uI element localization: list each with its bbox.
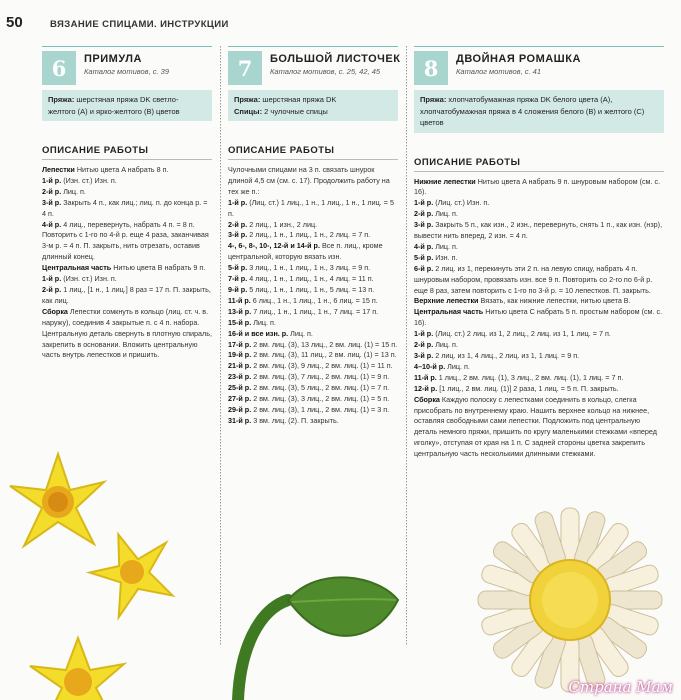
row-text: 2 вм. лиц. (3), 11 лиц., 2 вм. лиц. (1) = 13 п. — [251, 350, 397, 360]
row-text: 2 вм. лиц. (3), 5 лиц., 2 вм. лиц. (1) = 7 п. — [251, 383, 390, 393]
instruction-line — [228, 198, 398, 220]
row-text: 2 вм. лиц. (3), 13 лиц., 2 вм. лиц. (1) = 15 п. — [251, 339, 398, 349]
row-label: 21-й р. — [228, 361, 252, 371]
row-text: 2 вм. лиц. (3), 1 лиц., 2 вм. лиц. (1) = 3 п. — [251, 404, 390, 414]
motif-title: ПРИМУЛА — [84, 53, 142, 65]
instruction-line — [414, 340, 664, 351]
row-text: 2 лиц., 1 н., 1 лиц., 1 н., 2 лиц. = 7 п. — [247, 230, 371, 240]
row-label: 2-й р. — [42, 284, 62, 294]
row-text: Закрыть 4 п., как лиц.; лиц. п. до конца р. = 4 п. — [42, 197, 208, 218]
instruction-line — [414, 220, 664, 242]
row-text: Лиц. п. — [433, 340, 458, 350]
instruction-line — [414, 373, 664, 384]
row-text: (Изн. ст.) Изн. п. — [61, 274, 117, 284]
instruction-line — [228, 296, 398, 307]
instruction-line — [228, 394, 398, 405]
instruction-line — [414, 395, 664, 460]
materials-box — [414, 90, 664, 133]
row-label: 3-й р. — [42, 197, 62, 207]
row-label: Центральная часть — [414, 307, 484, 317]
row-text: Нитью цвета A набрать 8 п. — [74, 165, 169, 174]
row-text: 2 вм. лиц. (3), 9 лиц., 2 вм. лиц. (1) = 11 п. — [251, 361, 393, 371]
row-label: 1-й р. — [42, 274, 62, 284]
row-text: Чулочными спицами на 3 п. связать шнурок длиной 4,5 см (см. с. 17). Продолжить работу на тех же п.: — [228, 165, 390, 196]
row-text: Лиц. п. — [445, 361, 470, 371]
instruction-line — [228, 383, 398, 394]
instruction-line — [42, 274, 212, 285]
row-text: Лиц. п. — [433, 209, 458, 219]
row-label: 25-й р. — [228, 383, 252, 393]
catalog-reference: Каталог мотивов, с. 41 — [456, 67, 542, 76]
instruction-line — [228, 318, 398, 329]
needles-label: Спицы: — [234, 106, 263, 116]
yarn-text: хлопчатобумажная пряжа DK белого цвета (A), хлопчатобумажная пряжа в 4 сложения белого (B) и желтого (C) цветов — [420, 95, 645, 127]
row-label: 5-й р. — [228, 263, 248, 273]
instruction-line — [228, 220, 398, 231]
instruction-line — [42, 220, 212, 264]
row-label: 5-й р. — [414, 252, 434, 262]
row-label: 3-й р. — [414, 220, 434, 230]
row-label: 3-й р. — [228, 230, 248, 240]
row-label: Верхние лепестки — [414, 296, 479, 306]
motif-number-badge: 7 — [228, 51, 262, 85]
motif-6-column — [42, 46, 212, 361]
instructions — [42, 165, 212, 361]
instruction-line — [414, 242, 664, 253]
running-title: ВЯЗАНИЕ СПИЦАМИ. ИНСТРУКЦИИ — [50, 19, 229, 30]
row-label: Лепестки — [42, 165, 75, 174]
instruction-line — [42, 198, 212, 220]
needles-text: 2 чулочные спицы — [264, 106, 328, 116]
motif-header — [42, 46, 212, 85]
row-label: 1-й р. — [42, 175, 62, 185]
row-label: 4-й р. — [42, 219, 62, 229]
instruction-line — [414, 329, 664, 340]
instruction-line — [228, 340, 398, 351]
row-text: Лиц. п. — [61, 186, 86, 196]
motif-title: БОЛЬШОЙ ЛИСТОЧЕК — [270, 53, 401, 65]
motif-title: ДВОЙНАЯ РОМАШКА — [456, 53, 581, 65]
row-text: 2 вм. лиц. (3), 7 лиц., 2 вм. лиц. (1) = 9 п. — [251, 372, 390, 382]
row-text: 3 вм. лиц. (2). П. закрыть. — [251, 415, 339, 425]
row-label: 7-й р. — [228, 274, 248, 284]
instruction-line — [414, 198, 664, 209]
instruction-line — [42, 285, 212, 307]
row-label: 19-й р. — [228, 350, 252, 360]
instruction-line — [228, 230, 398, 241]
row-text: Изн. п. — [433, 252, 458, 262]
row-label: 16-й и все изн. р. — [228, 328, 289, 338]
row-text: Каждую полоску с лепестками соединить в кольцо, слегка присобрать по внутреннему краю. Нашить верхнее кольцо на нижнее, оставляя свободными сами лепестки. Подложить под центральную деталь немного пряжи, пришить по кругу маленькими стежками «вперед иголку», отступая от края на 1 п. С задней стороны цветка закрепить центральную часть несколькими длинными стежками. — [414, 394, 657, 459]
row-label: 3-й р. — [414, 351, 434, 360]
row-label: 27-й р. — [228, 394, 252, 404]
row-label: 23-й р. — [228, 372, 252, 382]
row-label: 12-й р. — [414, 383, 438, 393]
row-text: Вязать, как нижние лепестки, нитью цвета B. — [478, 296, 631, 306]
row-text: 2 лиц. из 1, 4 лиц., 2 лиц. из 1, 1 лиц. = 9 п. — [433, 351, 580, 360]
row-text: Закрыть 5 п., как изн., 2 изн., перевернуть, снять 1 п., как изн. (нзр), вывести нить вперед, 2 изн. = 4 п. — [414, 220, 663, 241]
instruction-line — [228, 274, 398, 285]
column-divider — [406, 46, 407, 646]
row-label: 15-й р. — [228, 317, 252, 327]
row-text: 5 лиц., 1 н., 1 лиц., 1 н., 5 лиц. = 13 п. — [247, 284, 375, 294]
row-label: 2-й р. — [414, 340, 434, 350]
row-label: 1-й р. — [228, 197, 248, 207]
row-label: 31-й р. — [228, 415, 252, 425]
row-text: 2 вм. лиц. (3), 3 лиц., 2 вм. лиц. (1) = 5 п. — [251, 394, 390, 404]
motif-8-column — [414, 46, 664, 460]
instruction-line — [228, 405, 398, 416]
row-text: Лиц. п. — [251, 317, 276, 327]
row-text: 1 лиц., 2 вм. лиц. (1), 3 лиц., 2 вм. лиц. (1), 1 лиц. = 7 п. — [436, 372, 624, 382]
row-label: 4-, 6-, 8-, 10-, 12-й и 14-й р. — [228, 241, 320, 251]
row-label: Центральная часть — [42, 263, 112, 273]
motif-header — [414, 46, 664, 85]
page-number: 50 — [6, 14, 23, 31]
instruction-line — [414, 296, 664, 307]
motif-number-badge: 6 — [42, 51, 76, 85]
catalog-reference: Каталог мотивов, с. 39 — [84, 67, 170, 76]
section-title: ОПИСАНИЕ РАБОТЫ — [414, 157, 664, 172]
materials-box — [228, 90, 398, 121]
double-daisy-photo — [470, 505, 681, 700]
instruction-line — [228, 372, 398, 383]
row-text: (Изн. ст.) Изн. п. — [61, 175, 117, 185]
instruction-line — [414, 209, 664, 220]
instruction-line — [42, 307, 212, 362]
row-label: 9-й р. — [228, 284, 248, 294]
section-title: ОПИСАНИЕ РАБОТЫ — [42, 145, 212, 160]
watermark: Страна Мам — [568, 678, 673, 696]
leaf-photo — [228, 570, 403, 700]
instruction-line — [228, 285, 398, 296]
row-text: 6 лиц., 1 н., 1 лиц., 1 н., 6 лиц. = 15 п. — [250, 295, 378, 305]
motif-header — [228, 46, 401, 85]
row-text: Нитью цвета A набрать 9 п. шнуровым набором (см. с. 16). — [414, 176, 661, 197]
instruction-line — [228, 416, 398, 427]
row-label: 4–10-й р. — [414, 361, 446, 371]
instructions — [228, 165, 398, 427]
instruction-line — [414, 362, 664, 373]
row-text: 4 лиц., 1 н., 1 лиц., 1 н., 4 лиц. = 11 п. — [247, 274, 374, 284]
instruction-line — [414, 307, 664, 329]
instruction-line — [228, 241, 398, 263]
row-text: [1 лиц., 2 вм. лиц. (1)] 2 раза, 1 лиц. = 5 п. П. закрыть. — [437, 383, 619, 393]
instruction-line — [414, 351, 664, 362]
row-label: 13-й р. — [228, 306, 252, 316]
row-text: (Лиц. ст.) 2 лиц. из 1, 2 лиц., 2 лиц. из 1, 1 лиц. = 7 п. — [433, 329, 611, 339]
instruction-line — [414, 264, 664, 297]
instruction-line — [42, 165, 212, 176]
instruction-line — [228, 263, 398, 274]
instruction-line — [414, 253, 664, 264]
row-label: 4-й р. — [414, 241, 434, 251]
instruction-line — [42, 176, 212, 187]
row-label: 17-й р. — [228, 339, 252, 349]
instruction-line — [228, 350, 398, 361]
row-text: (Лиц. ст.) Изн. п. — [433, 198, 490, 208]
row-label: 2-й р. — [414, 209, 434, 219]
row-text: Все п. лиц., кроме центральной, которую вязать изн. — [228, 241, 383, 262]
materials-box — [42, 90, 212, 121]
row-label: 6-й р. — [414, 263, 434, 273]
row-text: 2 лиц., 1 изн., 2 лиц. — [247, 219, 318, 229]
motif-7-column — [228, 46, 401, 427]
row-label: 29-й р. — [228, 404, 252, 414]
instruction-line — [228, 361, 398, 372]
row-text: 2 лиц. из 1, перекинуть эти 2 п. на левую спицу, набрать 4 п. шнуровым набором, провязать изн. все 9 п. Повторить со 2-го по 6-й р. еще 8 раз, затем повторить с 1-го по 3-й р. = 10 лепестков. П. закрыть. — [414, 263, 653, 295]
section-title: ОПИСАНИЕ РАБОТЫ — [228, 145, 398, 160]
row-text: 7 лиц., 1 н., 1 лиц., 1 н., 7 лиц. = 17 п. — [251, 306, 379, 316]
row-label: Нижние лепестки — [414, 176, 476, 186]
row-text: Лепестки сомкнуть в кольцо (лиц. ст. ч. в. наружу), соединив 4 закрытые п. с 4 п. набора. Центральную деталь свернуть в плотную спираль, закрепить в основании. Вложить центральную часть внутрь лепестков и пришить. — [42, 306, 212, 360]
catalog-reference: Каталог мотивов, с. 25, 42, 45 — [270, 67, 381, 76]
instruction-line — [42, 263, 212, 274]
row-label: 1-й р. — [414, 198, 434, 208]
instruction-line — [42, 187, 212, 198]
row-text: 1 лиц., [1 н., 1 лиц.] 8 раз = 17 п. П. закрыть, как лиц. — [42, 284, 211, 305]
instruction-line — [414, 384, 664, 395]
row-text: Лиц. п. — [288, 328, 313, 338]
row-label: 11-й р. — [228, 295, 251, 305]
primrose-flowers-photo — [0, 450, 200, 700]
instruction-line — [228, 165, 398, 198]
yarn-label: Пряжа: — [420, 95, 447, 104]
row-label: 1-й р. — [414, 329, 434, 339]
row-text: 4 лиц., перевернуть, набрать 4 п. = 8 п. Повторить с 1-го по 4-й р. еще 4 раза, заканчивая 3-м р. = 4 п. П. закрыть, нить отрезать, оставив длинный конец. — [42, 219, 209, 262]
instruction-line — [228, 329, 398, 340]
row-text: (Лиц. ст.) 1 лиц., 1 н., 1 лиц., 1 н., 1 лиц. = 5 п. — [228, 197, 394, 218]
yarn-text: шерстяная пряжа DK светло-желтого (A) и ярко-желтого (B) цветов — [48, 95, 180, 116]
row-label: Сборка — [414, 394, 440, 404]
yarn-label: Пряжа: — [234, 95, 261, 104]
instruction-line — [228, 307, 398, 318]
row-text: Нитью цвета B набрать 9 п. — [111, 263, 206, 273]
instructions — [414, 177, 664, 461]
row-label: 2-й р. — [42, 186, 62, 196]
yarn-text: шерстяная пряжа DK — [262, 95, 337, 104]
motif-number-badge: 8 — [414, 51, 448, 85]
instruction-line — [414, 177, 664, 199]
row-label: Сборка — [42, 306, 68, 316]
column-divider — [220, 46, 221, 646]
row-text: 3 лиц., 1 н., 1 лиц., 1 н., 3 лиц. = 9 п. — [247, 263, 371, 273]
row-label: 11-й р. — [414, 372, 437, 382]
row-text: Лиц. п. — [433, 241, 458, 251]
row-text: Нитью цвета C набрать 5 п. простым набором (см. с. 16). — [414, 307, 663, 328]
yarn-label: Пряжа: — [48, 95, 75, 104]
row-label: 2-й р. — [228, 219, 248, 229]
